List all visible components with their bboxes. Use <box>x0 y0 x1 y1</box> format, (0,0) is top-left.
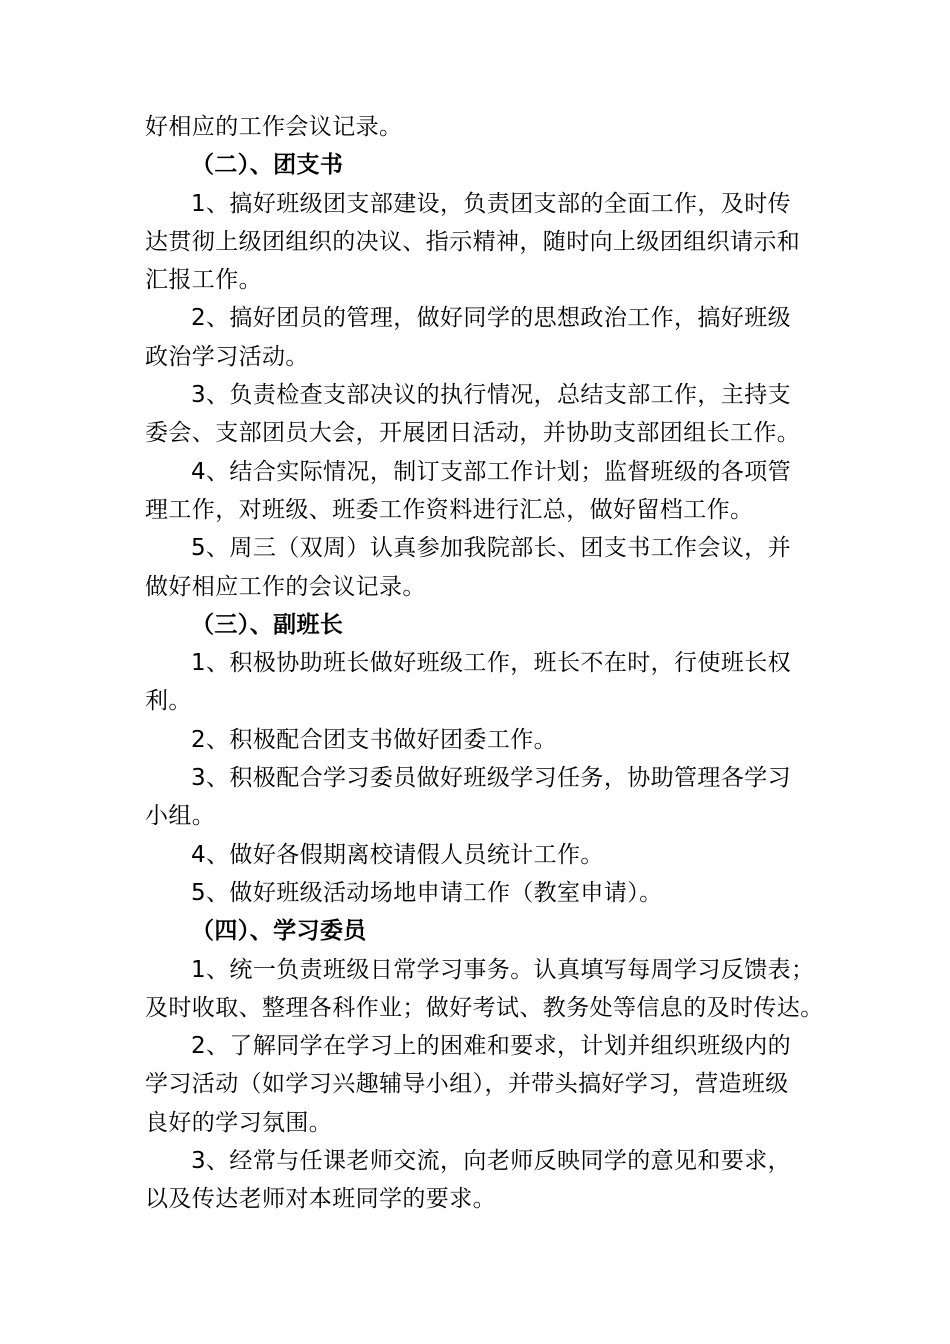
paragraph-line: 以及传达老师对本班同学的要求。 <box>145 1186 496 1213</box>
paragraph-line: 3、积极配合学习委员做好班级学习任务，协助管理各学习 <box>191 765 792 792</box>
paragraph-line: 理工作，对班级、班委工作资料进行汇总，做好留档工作。 <box>145 496 754 523</box>
paragraph-line: 5、做好班级活动场地申请工作（教室申请）。 <box>191 879 663 906</box>
paragraph-line: 4、结合实际情况，制订支部工作计划；监督班级的各项管 <box>191 458 792 485</box>
paragraph-line: 2、搞好团员的管理，做好同学的思想政治工作，搞好班级 <box>191 305 792 332</box>
document-body <box>145 108 824 1219</box>
paragraph-line: 达贯彻上级团组织的决议、指示精神，随时向上级团组织请示和 <box>145 228 801 255</box>
paragraph-line: 好相应的工作会议记录。 <box>145 114 403 140</box>
paragraph-line: 1、统一负责班级日常学习事务。认真填写每周学习反馈表； <box>191 956 815 983</box>
paragraph-line: 汇报工作。 <box>145 267 262 294</box>
paragraph-line: 5、周三（双周）认真参加我院部长、团支书工作会议，并 <box>191 535 792 562</box>
section-heading: （二）、团支书 <box>191 152 344 179</box>
paragraph-line: 学习活动（如学习兴趣辅导小组），并带头搞好学习，营造班级 <box>145 1071 789 1098</box>
paragraph-line: 小组。 <box>145 803 216 830</box>
paragraph-line: 3、负责检查支部决议的执行情况，总结支部工作，主持支 <box>191 382 792 409</box>
paragraph-line: 1、搞好班级团支部建设，负责团支部的全面工作，及时传 <box>191 190 792 217</box>
paragraph-line: 2、积极配合团支书做好团委工作。 <box>191 726 558 753</box>
paragraph-line: 3、经常与任课老师交流，向老师反映同学的意见和要求， <box>191 1148 792 1175</box>
paragraph-line: 做好相应工作的会议记录。 <box>145 573 426 600</box>
paragraph-line: 利。 <box>145 688 192 715</box>
paragraph-line: 政治学习活动。 <box>145 343 309 370</box>
paragraph-line: 4、做好各假期离校请假人员统计工作。 <box>191 841 604 868</box>
section-heading: （四）、学习委员 <box>191 918 367 945</box>
paragraph-line: 及时收取、整理各科作业；做好考试、教务处等信息的及时传达。 <box>145 994 824 1021</box>
paragraph-line: 良好的学习氛围。 <box>145 1109 333 1136</box>
section-heading: （三）、副班长 <box>191 611 344 638</box>
paragraph-line: 2、了解同学在学习上的困难和要求，计划并组织班级内的 <box>191 1033 792 1060</box>
paragraph-line: 委会、支部团员大会，开展团日活动，并协助支部团组长工作。 <box>145 420 801 447</box>
paragraph-line: 1、积极协助班长做好班级工作，班长不在时，行使班长权 <box>191 650 792 677</box>
